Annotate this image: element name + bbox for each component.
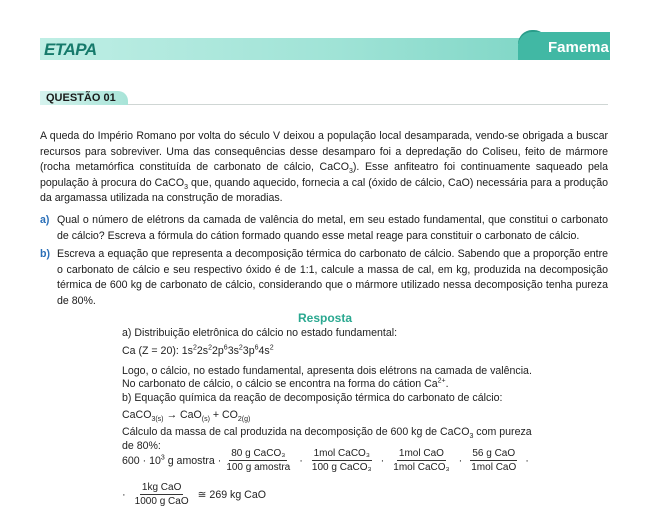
item-b-letter: b) bbox=[40, 248, 50, 260]
fraction-molar-mass: $\frac{\text{1mol CaCO₃}}{\text{100 g CaCO₃}}$ bbox=[311, 448, 372, 473]
config-prefix: Ca (Z = 20): bbox=[122, 344, 182, 357]
answer-b-heading: b) Equação química da reação de decomposição térmica do carbonato de cálcio: bbox=[122, 392, 503, 405]
calc-start: $600 \cdot 10^3$ g amostra · bbox=[122, 453, 222, 467]
calc-intro-1: Cálculo da massa de cal produzida na decomposição de 600 kg de CaCO bbox=[122, 425, 470, 438]
cation-text: No carbonato de cálcio, o cálcio se encontra na forma do cátion Ca bbox=[122, 378, 438, 391]
cation-line: No carbonato de cálcio, o cálcio se encontra na forma do cátion $Ca^{2+}$. bbox=[122, 377, 449, 391]
etapa-logo: ETAPA bbox=[44, 40, 97, 59]
calc-result: ≅ 269 kg CaO bbox=[197, 488, 266, 501]
header-gradient bbox=[40, 38, 540, 60]
decomposition-equation: CaCO$_{3(s)}$ → $CaO_{(s)} + CO_{2(g)}$ bbox=[122, 408, 251, 424]
answer-title: Resposta bbox=[297, 311, 353, 325]
intro-sub-2: 3 bbox=[184, 183, 188, 191]
header-band bbox=[40, 38, 608, 60]
calc-intro-2: com pureza bbox=[473, 425, 532, 438]
fraction-stoichiometry: $\frac{\text{1mol CaO}}{\text{1mol CaCO₃}}$ bbox=[393, 448, 450, 473]
calc-intro-3: de 80%: bbox=[122, 439, 161, 452]
intro-part-2: ). Esse anfiteatro foi continuamente saqueado pela população à procura do CaCO bbox=[40, 161, 609, 189]
intro-paragraph bbox=[40, 129, 608, 207]
intro-sub-1: 3 bbox=[348, 168, 353, 176]
intro-part-1: A queda do Império Romano por volta do século V deixou a população local desamparada, vendo-se obrigada a buscar recursos para sobreviver. Uma das consequências desse desamparo foi a depredação do Coliseu, feito de mármore (rocha metamórfica constituída de carbonato de cálcio, CaCO bbox=[40, 130, 608, 174]
item-b-text: Escreva a equação que representa a decomposição térmica do carbonato de cálcio. Sabendo que a proporção entre o carbonato de cálcio e seu respectivo óxido é de 1:1, calcule a massa de cal, em kg, produzida na decomposição térmica de 600 kg de carbonato de cálcio, considerando que o mármore utilizado nessa decomposição tenha pureza de 80%. bbox=[57, 248, 608, 307]
famema-label: Famema bbox=[548, 39, 609, 56]
calc-row-1: $600 \cdot 10^3$ g amostra · $\frac{\text{80 g CaCO₃}}{\text{100 g amostra}}$ · $\frac{\text{1mol CaCO₃}}{\text{100 g CaCO₃}}$ · $\frac{\text{1mol CaO}}{\text{1mol CaCO₃}}$ · $\frac{\text{56 g CaO}}{\text{1mol CaO}}$ · bbox=[122, 448, 529, 473]
answer-a-heading: a) Distribuição eletrônica do cálcio no estado fundamental: bbox=[122, 327, 398, 339]
fraction-kg-conversion: $\frac{\text{1kg CaO}}{\text{1000 g CaO}}$ bbox=[134, 482, 189, 507]
question-tab bbox=[40, 91, 608, 106]
calc-intro: Cálculo da massa de cal produzida na decomposição de 600 kg de CaCO$_3$ com pureza bbox=[122, 425, 532, 440]
calc-row-2: · $\frac{\text{1kg CaO}}{\text{1000 g CaO}}$ ≅ 269 kg CaO bbox=[122, 482, 266, 507]
intro-part-3: que, quando aquecido, fornecia a cal (óxido de cálcio, CaO) necessária para a produção da argamassa utilizada na construção de moradias. bbox=[40, 176, 609, 205]
valence-conclusion: Logo, o cálcio, no estado fundamental, apresenta dois elétrons na camada de valência. bbox=[122, 364, 532, 377]
question-label: QUESTÃO 01 bbox=[46, 92, 116, 104]
answer-body bbox=[122, 327, 542, 453]
item-a-letter: a) bbox=[40, 214, 50, 226]
fraction-cao-mass: $\frac{\text{56 g CaO}}{\text{1mol CaO}}$ bbox=[471, 448, 517, 473]
cation-charge: 2+ bbox=[437, 377, 446, 385]
item-a-text: Qual o número de elétrons da camada de valência do metal, em seu estado fundamental, que constitui o carbonato de cálcio? Escreva a fórmula do cátion formado quando esse metal reage para constituir o carbonato de cálcio. bbox=[57, 214, 608, 242]
fraction-purity: $\frac{\text{80 g CaCO₃}}{\text{100 g amostra}}$ bbox=[226, 448, 291, 473]
electron-configuration: Ca (Z = 20): $1s^22s^22p^63s^23p^64s^2$ bbox=[122, 344, 274, 357]
